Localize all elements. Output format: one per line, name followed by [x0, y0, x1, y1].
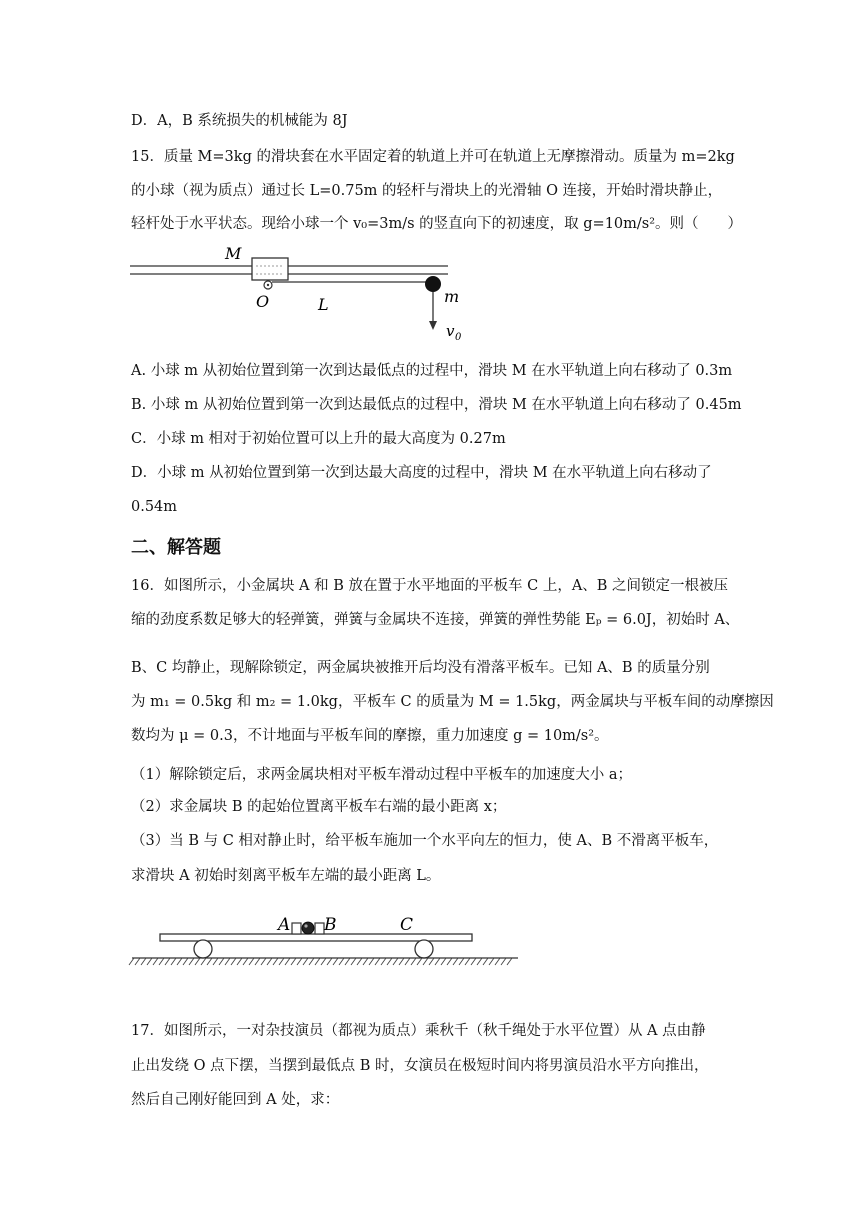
ground-hatch [189, 958, 194, 965]
ground-hatch [405, 958, 410, 965]
ground-hatch [393, 958, 398, 965]
block-b [315, 923, 324, 934]
q16-part-3: （3）当 B 与 C 相对静止时，给平板车施加一个水平向左的恒力，使 A、B 不滑离平板车， [131, 833, 719, 849]
ground-hatch [369, 958, 374, 965]
q16-part-1: （1）解除锁定后，求两金属块相对平板车滑动过程中平板车的加速度大小 a； [131, 767, 632, 783]
q17-line-3: 然后自己刚好能回到 A 处，求： [131, 1092, 340, 1108]
slider-block [252, 258, 288, 280]
ground-hatch [261, 958, 266, 965]
ground-hatch [147, 958, 152, 965]
ground-hatch [429, 958, 434, 965]
wheel-right [415, 940, 433, 958]
q15-line-3: 轻杆处于水平状态。现给小球一个 v₀=3m/s 的竖直向下的初速度，取 g=10m/s²。则（ ） [131, 216, 743, 232]
ground-hatch [507, 958, 512, 965]
ground-hatch [291, 958, 296, 965]
ground-hatch [453, 958, 458, 965]
option-d-q15-cont: 0.54m [131, 499, 178, 515]
ground-hatch [219, 958, 224, 965]
ground-hatch [273, 958, 278, 965]
option-c-q15: C．小球 m 相对于初始位置可以上升的最大高度为 0.27m [131, 431, 506, 447]
ground-hatch [483, 958, 488, 965]
option-d-q15: D．小球 m 从初始位置到第一次到达最大高度的过程中，滑块 M 在水平轨道上向右移动了 [131, 465, 712, 481]
ground-hatch [351, 958, 356, 965]
q16-part-2: （2）求金属块 B 的起始位置离平板车右端的最小距离 x； [131, 799, 507, 815]
label-O: O [256, 292, 270, 311]
arrow-down-icon [429, 321, 437, 330]
label-v-sub: 0 [455, 332, 462, 343]
ground-hatch [195, 958, 200, 965]
ground-hatch [177, 958, 182, 965]
q16-part-3-cont: 求滑块 A 初始时刻离平板车左端的最小距离 L。 [131, 868, 441, 884]
q16-figure [128, 906, 528, 978]
ground-hatch [471, 958, 476, 965]
option-b-q15: B. 小球 m 从初始位置到第一次到达最低点的过程中，滑块 M 在水平轨道上向右移动了 0.45m [131, 397, 742, 413]
ground-hatch [159, 958, 164, 965]
ground-hatch [417, 958, 422, 965]
ground-hatch [309, 958, 314, 965]
ground-hatch [183, 958, 188, 965]
ground-hatch [255, 958, 260, 965]
q15-figure [128, 244, 462, 344]
ground-hatch [333, 958, 338, 965]
label-L: L [318, 295, 329, 314]
ground-hatch [459, 958, 464, 965]
ground-hatch [411, 958, 416, 965]
ground-hatch [243, 958, 248, 965]
ground-hatch [153, 958, 158, 965]
label-M: M [225, 244, 242, 263]
ground-hatch [237, 958, 242, 965]
ground-hatch [141, 958, 146, 965]
ground-hatch [279, 958, 284, 965]
ground-hatch [129, 958, 134, 965]
ground-hatch [357, 958, 362, 965]
ground-hatch [339, 958, 344, 965]
ground-hatch [501, 958, 506, 965]
ground-hatch [447, 958, 452, 965]
ground-hatch [213, 958, 218, 965]
ground-hatch [363, 958, 368, 965]
q17-line-1: 17．如图所示，一对杂技演员（都视为质点）乘秋千（秋千绳处于水平位置）从 A 点由静 [131, 1023, 706, 1039]
ground-hatch [399, 958, 404, 965]
q16-line-3: B、C 均静止，现解除锁定，两金属块被推开后均没有滑落平板车。已知 A、B 的质量分别 [131, 660, 710, 676]
q15-line-1: 15．质量 M=3kg 的滑块套在水平固定着的轨道上并可在轨道上无摩擦滑动。质量为 m=2kg [131, 149, 735, 165]
q16-line-2: 缩的劲度系数足够大的轻弹簧，弹簧与金属块不连接，弹簧的弹性势能 Eₚ = 6.0J，初始时 A、 [131, 612, 740, 628]
q15-line-2: 的小球（视为质点）通过长 L=0.75m 的轻杆与滑块上的光滑轴 O 连接，开始时滑块静止， [131, 183, 723, 199]
q16-line-4: 为 m₁ = 0.5kg 和 m₂ = 1.0kg，平板车 C 的质量为 M = 1.5kg，两金属块与平板车间的动摩擦因 [131, 694, 774, 710]
ground-hatch [207, 958, 212, 965]
ground-hatch [375, 958, 380, 965]
spring-ball [302, 922, 314, 934]
label-A: A [278, 915, 291, 935]
ground-hatch [303, 958, 308, 965]
q17-line-2: 止出发绕 O 点下摆，当摆到最低点 B 时，女演员在极短时间内将男演员沿水平方向推出， [131, 1058, 709, 1074]
wheel-left [194, 940, 212, 958]
q16-line-5: 数均为 μ = 0.3，不计地面与平板车间的摩擦，重力加速度 g = 10m/s²。 [131, 728, 609, 744]
option-d-q14: D．A，B 系统损失的机械能为 8J [131, 113, 348, 129]
ground-hatch [315, 958, 320, 965]
ground-hatch [231, 958, 236, 965]
label-B: B [324, 915, 337, 935]
ground-hatch [345, 958, 350, 965]
ground-hatch [495, 958, 500, 965]
ball-m [425, 276, 441, 292]
ground-hatch [135, 958, 140, 965]
ground-hatch [327, 958, 332, 965]
label-v: v [446, 322, 455, 340]
block-a [292, 923, 301, 934]
ground-hatch [285, 958, 290, 965]
ground-hatch [465, 958, 470, 965]
ground-hatch [267, 958, 272, 965]
ground-hatch [489, 958, 494, 965]
ground-hatch [171, 958, 176, 965]
ground-hatch [435, 958, 440, 965]
ground-hatch [321, 958, 326, 965]
ground-hatch [225, 958, 230, 965]
option-a-q15: A. 小球 m 从初始位置到第一次到达最低点的过程中，滑块 M 在水平轨道上向右移动了 0.3m [131, 363, 733, 379]
label-C: C [400, 915, 414, 935]
ground-hatch [165, 958, 170, 965]
ground-hatch [387, 958, 392, 965]
ground-hatch [381, 958, 386, 965]
ground-hatch [423, 958, 428, 965]
ground-hatch [297, 958, 302, 965]
q16-line-1: 16．如图所示，小金属块 A 和 B 放在置于水平地面的平板车 C 上，A、B 之间锁定一根被压 [131, 578, 729, 594]
ground-hatch [201, 958, 206, 965]
ground-hatch [249, 958, 254, 965]
label-m: m [444, 287, 460, 306]
ground-hatch [441, 958, 446, 965]
section-heading: 二、解答题 [131, 537, 221, 558]
ground-hatch [477, 958, 482, 965]
